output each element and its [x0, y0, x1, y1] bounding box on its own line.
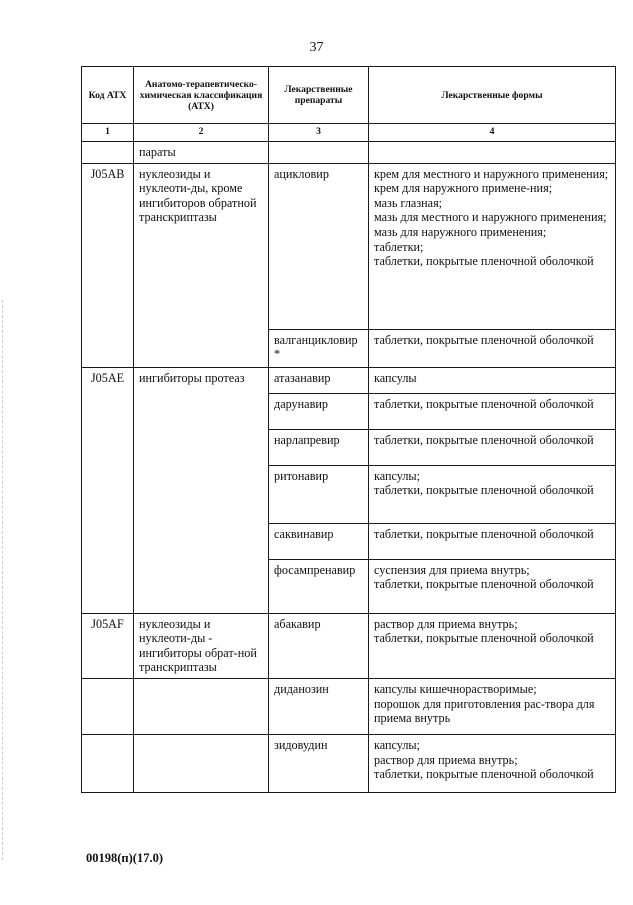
header-row: [82, 67, 616, 124]
table-body: [82, 142, 616, 793]
dosage-form-item: таблетки, покрытые пленочной оболочкой: [374, 332, 594, 347]
document-footer-code: 00198(п)(17.0): [86, 851, 163, 865]
dosage-form-item: порошок для приготовления рас-твора для приема внутрь: [374, 696, 595, 726]
dosage-form-item: капсулы кишечнорастворимые;: [374, 681, 537, 696]
dosage-form-item: таблетки, покрытые пленочной оболочкой: [374, 767, 594, 782]
drug-name-cell: абакавир: [269, 613, 369, 678]
atc-classification-cell: [134, 734, 269, 792]
drug-name-cell: саквинавир: [269, 523, 369, 559]
drug-name-cell: дарунавир: [269, 393, 369, 429]
column-number: 4: [369, 124, 616, 142]
drug-name-cell: фосампренавир: [269, 559, 369, 613]
drug-classification-table: [81, 66, 616, 793]
dosage-form-item: таблетки, покрытые пленочной оболочкой: [374, 577, 594, 592]
atc-code-cell: J05AE: [82, 367, 134, 613]
dosage-form-item: мазь для местного и наружного применения;: [374, 210, 607, 225]
dosage-forms-cell: [369, 429, 616, 465]
dosage-forms-cell: [369, 523, 616, 559]
drug-name-cell: зидовудин: [269, 734, 369, 792]
table-row: [82, 678, 616, 734]
drug-name-cell: валганцикловир *: [269, 329, 369, 367]
dosage-form-item: крем для местного и наружного применения;: [374, 166, 609, 181]
drug-name-cell: [269, 142, 369, 164]
scan-margin-line: [2, 300, 3, 860]
drug-name-cell: атазанавир: [269, 367, 369, 393]
dosage-forms-cell: [369, 367, 616, 393]
header-classification: Анатомо-терапевтическо-химическая классификация (АТХ): [134, 67, 269, 124]
dosage-form-item: капсулы;: [374, 468, 420, 483]
atc-code-cell: [82, 734, 134, 792]
dosage-form-item: суспензия для приема внутрь;: [374, 562, 530, 577]
table-row: [82, 163, 616, 329]
dosage-form-item: крем для наружного примене-ния;: [374, 181, 553, 196]
dosage-forms-cell: [369, 559, 616, 613]
table-row: [82, 613, 616, 678]
page-number: 37: [309, 40, 324, 55]
column-number: 1: [82, 124, 134, 142]
dosage-form-item: таблетки, покрытые пленочной оболочкой: [374, 432, 594, 447]
drug-name-cell: нарлапревир: [269, 429, 369, 465]
dosage-form-item: капсулы;: [374, 737, 420, 752]
column-number: 3: [269, 124, 369, 142]
dosage-forms-cell: [369, 329, 616, 367]
dosage-form-item: таблетки, покрытые пленочной оболочкой: [374, 396, 594, 411]
dosage-forms-cell: [369, 613, 616, 678]
header-code: Код АТХ: [82, 67, 134, 124]
drug-name-cell: ритонавир: [269, 465, 369, 523]
atc-classification-cell: параты: [134, 142, 269, 164]
dosage-form-item: мазь для наружного применения;: [374, 224, 547, 239]
table-row: [82, 734, 616, 792]
atc-code-cell: [82, 142, 134, 164]
dosage-forms-cell: [369, 678, 616, 734]
dosage-form-item: таблетки, покрытые пленочной оболочкой: [374, 483, 594, 498]
dosage-forms-cell: [369, 465, 616, 523]
table-row: [82, 142, 616, 164]
header-drugs: Лекарственные препараты: [269, 67, 369, 124]
dosage-form-item: раствор для приема внутрь;: [374, 616, 518, 631]
dosage-form-item: мазь глазная;: [374, 195, 443, 210]
dosage-form-item: таблетки;: [374, 239, 424, 254]
dosage-forms-cell: [369, 163, 616, 329]
dosage-forms-cell: [369, 734, 616, 792]
atc-classification-cell: [134, 678, 269, 734]
atc-code-cell: [82, 678, 134, 734]
drug-name-cell: ацикловир: [269, 163, 369, 329]
dosage-forms-cell: [369, 393, 616, 429]
column-number: 2: [134, 124, 269, 142]
atc-classification-cell: нуклеозиды и нуклеоти-ды - ингибиторы обрат-ной транскриптазы: [134, 613, 269, 678]
atc-classification-cell: нуклеозиды и нуклеоти-ды, кроме ингибиторов обратной транскриптазы: [134, 163, 269, 367]
atc-code-cell: J05AF: [82, 613, 134, 678]
dosage-form-item: таблетки, покрытые пленочной оболочкой: [374, 254, 594, 269]
dosage-form-item: таблетки, покрытые пленочной оболочкой: [374, 526, 594, 541]
dosage-form-item: капсулы: [374, 370, 417, 385]
header-forms: Лекарственные формы: [369, 67, 616, 124]
dosage-form-item: раствор для приема внутрь;: [374, 752, 518, 767]
atc-code-cell: J05AB: [82, 163, 134, 367]
drug-name-cell: диданозин: [269, 678, 369, 734]
column-number-row: [82, 124, 616, 142]
dosage-form-item: таблетки, покрытые пленочной оболочкой: [374, 631, 594, 646]
atc-classification-cell: ингибиторы протеаз: [134, 367, 269, 613]
table-row: [82, 367, 616, 393]
dosage-forms-cell: [369, 142, 616, 164]
